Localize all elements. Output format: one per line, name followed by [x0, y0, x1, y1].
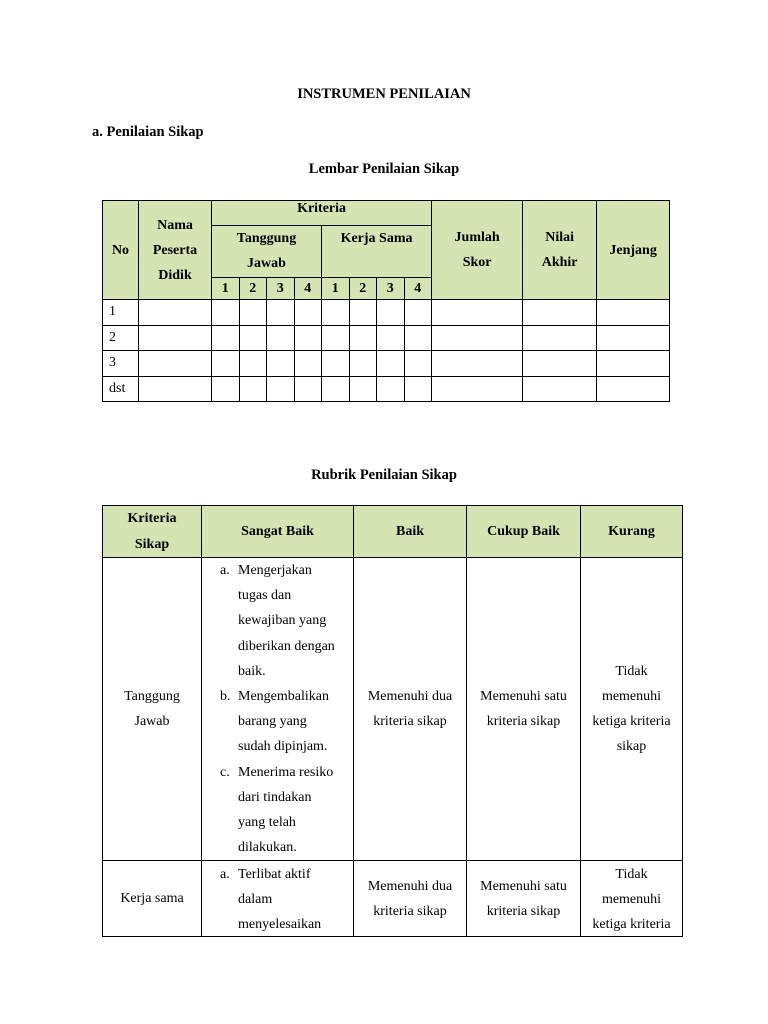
list-line: tugas dan — [238, 588, 292, 604]
empty-cell — [212, 300, 240, 326]
kurang-cell — [581, 861, 683, 937]
empty-cell — [523, 300, 597, 326]
score-3: 3 — [377, 278, 405, 300]
empty-cell — [322, 376, 350, 402]
empty-cell — [523, 351, 597, 377]
header-cukup-baik: Cukup Baik — [467, 506, 581, 558]
empty-cell — [377, 300, 405, 326]
empty-cell — [294, 325, 322, 351]
sangat-baik-cell — [202, 861, 354, 937]
header-jumlah-skor — [432, 201, 523, 300]
list-item — [220, 760, 349, 861]
header-text: Peserta — [152, 242, 198, 258]
list-line: kewajiban yang — [238, 613, 327, 629]
header-nama-peserta-didik — [139, 201, 212, 300]
empty-cell — [349, 376, 377, 402]
score-1: 1 — [322, 278, 350, 300]
empty-cell — [267, 376, 295, 402]
kriteria-cell — [103, 558, 202, 861]
list-marker: b. — [220, 689, 231, 705]
row-number: dst — [103, 376, 139, 402]
cell-text: kriteria sikap — [486, 903, 561, 919]
cell-text: Memenuhi dua — [367, 878, 453, 894]
baik-cell — [354, 558, 467, 861]
row-number: 2 — [103, 325, 139, 351]
list-line: baik. — [238, 663, 266, 679]
table1-caption: Lembar Penilaian Sikap — [308, 161, 460, 177]
score-2: 2 — [239, 278, 267, 300]
table-row — [103, 351, 670, 377]
rubrik-penilaian-table — [102, 505, 683, 937]
empty-cell — [239, 325, 267, 351]
list-line: menyelesaikan — [238, 917, 322, 933]
cell-text: Tidak — [615, 866, 648, 882]
header-jenjang: Jenjang — [597, 201, 670, 300]
list-line: yang telah — [238, 815, 296, 831]
list-line: Mengembalikan — [238, 689, 329, 705]
empty-cell — [523, 376, 597, 402]
list-line: dari tindakan — [238, 789, 312, 805]
list-item — [220, 862, 349, 936]
empty-cell — [349, 325, 377, 351]
empty-cell — [139, 300, 212, 326]
cell-text: kriteria sikap — [373, 714, 447, 730]
empty-cell — [139, 376, 212, 402]
header-text: Didik — [158, 267, 192, 283]
cell-text: ketiga kriteria — [592, 714, 671, 730]
lembar-penilaian-table — [102, 200, 670, 402]
empty-cell — [139, 325, 212, 351]
header-no: No — [103, 201, 139, 300]
empty-cell — [267, 300, 295, 326]
empty-cell — [212, 351, 240, 377]
baik-cell — [354, 861, 467, 937]
empty-cell — [404, 376, 432, 402]
header-text: Jumlah — [454, 230, 500, 245]
empty-cell — [404, 300, 432, 326]
header-text: Nilai — [545, 230, 574, 245]
list-line: sudah dipinjam. — [238, 739, 328, 755]
header-text: Akhir — [541, 255, 578, 270]
empty-cell — [139, 351, 212, 377]
score-4: 4 — [294, 278, 322, 300]
empty-cell — [432, 300, 523, 326]
cell-text: memenuhi — [601, 892, 662, 908]
empty-cell — [404, 325, 432, 351]
sangat-baik-cell — [202, 558, 354, 861]
empty-cell — [432, 325, 523, 351]
empty-cell — [212, 325, 240, 351]
empty-cell — [349, 300, 377, 326]
header-baik: Baik — [354, 506, 467, 558]
empty-cell — [239, 300, 267, 326]
list-line: barang yang — [238, 714, 307, 730]
empty-cell — [349, 351, 377, 377]
table-row — [103, 376, 670, 402]
score-3: 3 — [267, 278, 295, 300]
list-line: dilakukan. — [238, 840, 297, 856]
list-item — [220, 684, 349, 760]
empty-cell — [597, 351, 670, 377]
header-text: Tanggung — [236, 231, 297, 246]
document-title: INSTRUMEN PENILAIAN — [297, 86, 471, 102]
empty-cell — [267, 325, 295, 351]
cell-text: Memenuhi satu — [480, 689, 567, 705]
list-line: Terlibat aktif — [238, 866, 311, 882]
header-kerja-sama: Kerja Sama — [322, 226, 432, 278]
cell-text: Tidak — [615, 663, 648, 679]
empty-cell — [294, 376, 322, 402]
cell-text: kriteria sikap — [486, 714, 561, 730]
header-tanggung-jawab — [212, 226, 322, 278]
header-kurang: Kurang — [581, 506, 683, 558]
row-number: 1 — [103, 300, 139, 326]
empty-cell — [322, 351, 350, 377]
table-row — [103, 325, 670, 351]
empty-cell — [322, 300, 350, 326]
list-marker: a. — [220, 866, 230, 882]
header-sangat-baik: Sangat Baik — [202, 506, 354, 558]
empty-cell — [597, 325, 670, 351]
empty-cell — [377, 351, 405, 377]
empty-cell — [239, 351, 267, 377]
cell-text: Memenuhi dua — [367, 689, 453, 705]
list-item — [220, 558, 349, 684]
list-line: dalam — [238, 892, 273, 908]
cell-text: Memenuhi satu — [480, 878, 567, 894]
empty-cell — [322, 325, 350, 351]
list-line: Mengerjakan — [238, 563, 312, 578]
empty-cell — [294, 351, 322, 377]
header-nilai-akhir — [523, 201, 597, 300]
header-text: Kriteria — [127, 511, 177, 527]
kriteria-text: Kerja sama — [120, 891, 184, 907]
empty-cell — [432, 376, 523, 402]
cell-text: kriteria sikap — [373, 903, 447, 919]
table-row — [103, 300, 670, 326]
list-line: diberikan dengan — [238, 638, 335, 654]
score-4: 4 — [404, 278, 432, 300]
table-row — [103, 861, 683, 937]
empty-cell — [212, 376, 240, 402]
kriteria-text: Jawab — [134, 714, 170, 730]
list-line: Menerima resiko — [238, 764, 334, 780]
cukup-baik-cell — [467, 861, 581, 937]
empty-cell — [377, 376, 405, 402]
criteria-list — [206, 862, 349, 936]
cukup-baik-cell — [467, 558, 581, 861]
empty-cell — [523, 325, 597, 351]
score-1: 1 — [212, 278, 240, 300]
empty-cell — [267, 351, 295, 377]
empty-cell — [597, 376, 670, 402]
header-text: Skor — [462, 255, 492, 270]
kriteria-text: Tanggung — [124, 689, 180, 705]
cell-text: ketiga kriteria — [592, 917, 671, 933]
header-text: Sikap — [134, 536, 170, 552]
row-number: 3 — [103, 351, 139, 377]
empty-cell — [432, 351, 523, 377]
empty-cell — [239, 376, 267, 402]
kurang-cell — [581, 558, 683, 861]
empty-cell — [377, 325, 405, 351]
empty-cell — [294, 300, 322, 326]
empty-cell — [404, 351, 432, 377]
header-kriteria: Kriteria — [212, 201, 432, 226]
cell-text: sikap — [616, 739, 647, 755]
score-2: 2 — [349, 278, 377, 300]
list-marker: a. — [220, 563, 230, 578]
table-row — [103, 558, 683, 861]
kriteria-cell — [103, 861, 202, 937]
header-text: Jawab — [247, 256, 286, 271]
table2-caption: Rubrik Penilaian Sikap — [311, 467, 457, 483]
section-heading: a. Penilaian Sikap — [92, 124, 204, 140]
header-kriteria-sikap — [103, 506, 202, 558]
header-text: Nama — [157, 217, 193, 233]
empty-cell — [597, 300, 670, 326]
cell-text: memenuhi — [601, 689, 662, 705]
list-marker: c. — [220, 764, 230, 780]
criteria-list — [206, 558, 349, 860]
